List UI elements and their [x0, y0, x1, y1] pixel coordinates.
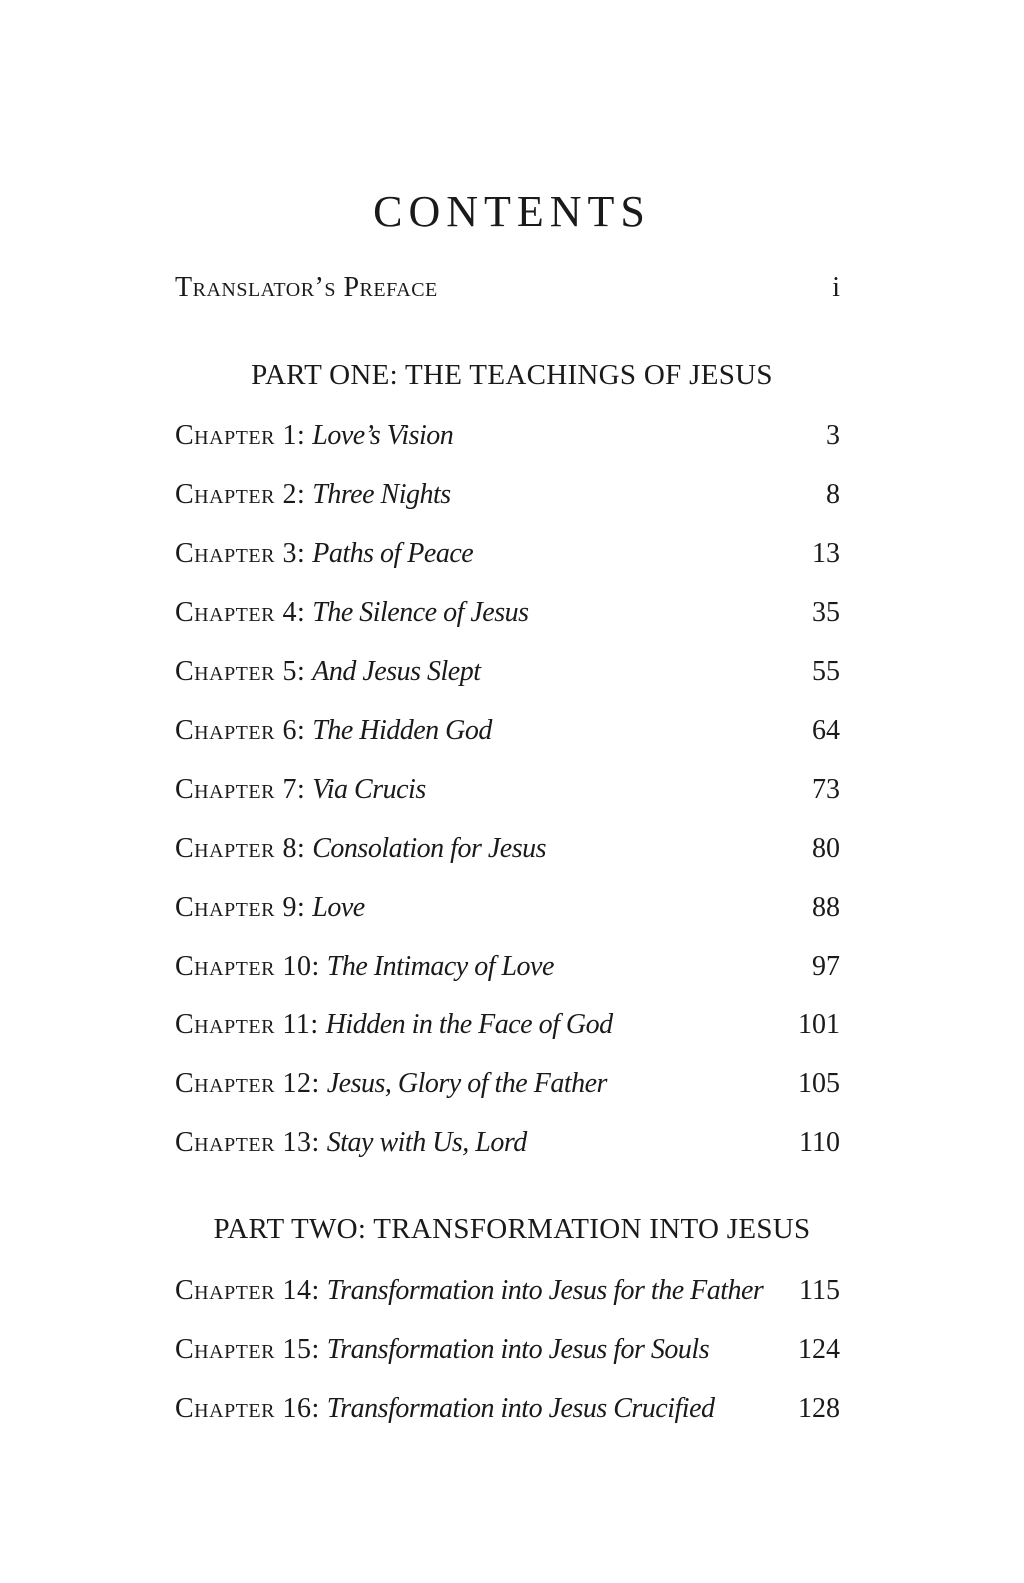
toc-page-number: 115: [799, 1275, 840, 1306]
chapter-title: Consolation for Jesus: [312, 833, 546, 864]
toc-entry-label: Translator’s Preface: [175, 272, 438, 303]
toc-page-number: 101: [798, 1009, 840, 1040]
toc-entry-chapter-4[interactable]: [175, 597, 840, 637]
toc-page-number: 13: [812, 538, 840, 569]
chapter-prefix: Chapter 7:: [175, 774, 306, 805]
chapter-prefix: Chapter 11:: [175, 1009, 319, 1040]
toc-page-number: 128: [798, 1393, 840, 1424]
toc-entry-chapter-10[interactable]: [175, 951, 840, 991]
chapter-prefix: Chapter 6:: [175, 715, 306, 746]
toc-page-number: 88: [812, 892, 840, 923]
page-title: CONTENTS: [373, 187, 651, 236]
toc-page-number: 110: [799, 1127, 840, 1158]
toc-page-number: 124: [798, 1334, 840, 1365]
chapter-prefix: Chapter 9:: [175, 892, 306, 923]
toc-entry-chapter-2[interactable]: [175, 479, 840, 519]
chapter-title: Jesus, Glory of the Father: [326, 1068, 607, 1099]
chapter-prefix: Chapter 15:: [175, 1334, 320, 1365]
toc-entry-chapter-15[interactable]: [175, 1334, 840, 1374]
toc-page-number: 97: [812, 951, 840, 982]
toc-entry-chapter-11[interactable]: [175, 1009, 840, 1049]
chapter-prefix: Chapter 14:: [175, 1275, 320, 1306]
chapter-prefix: Chapter 13:: [175, 1127, 320, 1158]
toc-page-number: 35: [812, 597, 840, 628]
chapter-prefix: Chapter 5:: [175, 656, 306, 687]
toc-page-number: 3: [826, 420, 840, 451]
chapter-title: Transformation into Jesus for Souls: [326, 1334, 710, 1365]
chapter-title: Love’s Vision: [312, 420, 454, 451]
toc-page-number: 73: [812, 774, 840, 805]
chapter-prefix: Chapter 4:: [175, 597, 306, 628]
chapter-title: Transformation into Jesus Crucified: [326, 1393, 715, 1424]
part-one-heading: PART ONE: THE TEACHINGS OF JESUS: [251, 359, 773, 391]
toc-entry-preface[interactable]: [175, 272, 840, 312]
chapter-title: Transformation into Jesus for the Father: [326, 1275, 764, 1306]
chapter-title: The Hidden God: [312, 715, 492, 746]
chapter-title: Three Nights: [312, 479, 451, 510]
toc-page-number: 8: [826, 479, 840, 510]
toc-page-number: 105: [798, 1068, 840, 1099]
chapter-title: Stay with Us, Lord: [326, 1127, 527, 1158]
chapter-prefix: Chapter 3:: [175, 538, 306, 569]
chapter-title: The Intimacy of Love: [326, 951, 554, 982]
toc-entry-chapter-12[interactable]: [175, 1068, 840, 1108]
toc-entry-chapter-8[interactable]: [175, 833, 840, 873]
toc-entry-chapter-1[interactable]: [175, 420, 840, 460]
part-two-heading: PART TWO: TRANSFORMATION INTO JESUS: [213, 1213, 811, 1245]
toc-entry-chapter-13[interactable]: [175, 1127, 840, 1167]
chapter-prefix: Chapter 2:: [175, 479, 306, 510]
toc-entry-chapter-5[interactable]: [175, 656, 840, 696]
toc-page-number: 64: [812, 715, 840, 746]
toc-entry-chapter-9[interactable]: [175, 892, 840, 932]
toc-page-number: i: [832, 272, 840, 303]
chapter-prefix: Chapter 10:: [175, 951, 320, 982]
chapter-prefix: Chapter 1:: [175, 420, 306, 451]
chapter-title: Love: [312, 892, 365, 923]
chapter-title: Paths of Peace: [312, 538, 474, 569]
chapter-title: Via Crucis: [312, 774, 426, 805]
toc-entry-chapter-6[interactable]: [175, 715, 840, 755]
chapter-title: The Silence of Jesus: [312, 597, 529, 628]
chapter-prefix: Chapter 16:: [175, 1393, 320, 1424]
chapter-prefix: Chapter 8:: [175, 833, 306, 864]
chapter-title: And Jesus Slept: [312, 656, 481, 687]
toc-entry-chapter-14[interactable]: [175, 1275, 840, 1315]
chapter-title: Hidden in the Face of God: [325, 1009, 613, 1040]
chapter-prefix: Chapter 12:: [175, 1068, 320, 1099]
toc-entry-chapter-7[interactable]: [175, 774, 840, 814]
toc-page-number: 55: [812, 656, 840, 687]
toc-page-number: 80: [812, 833, 840, 864]
toc-entry-chapter-16[interactable]: [175, 1393, 840, 1433]
toc-entry-chapter-3[interactable]: [175, 538, 840, 578]
